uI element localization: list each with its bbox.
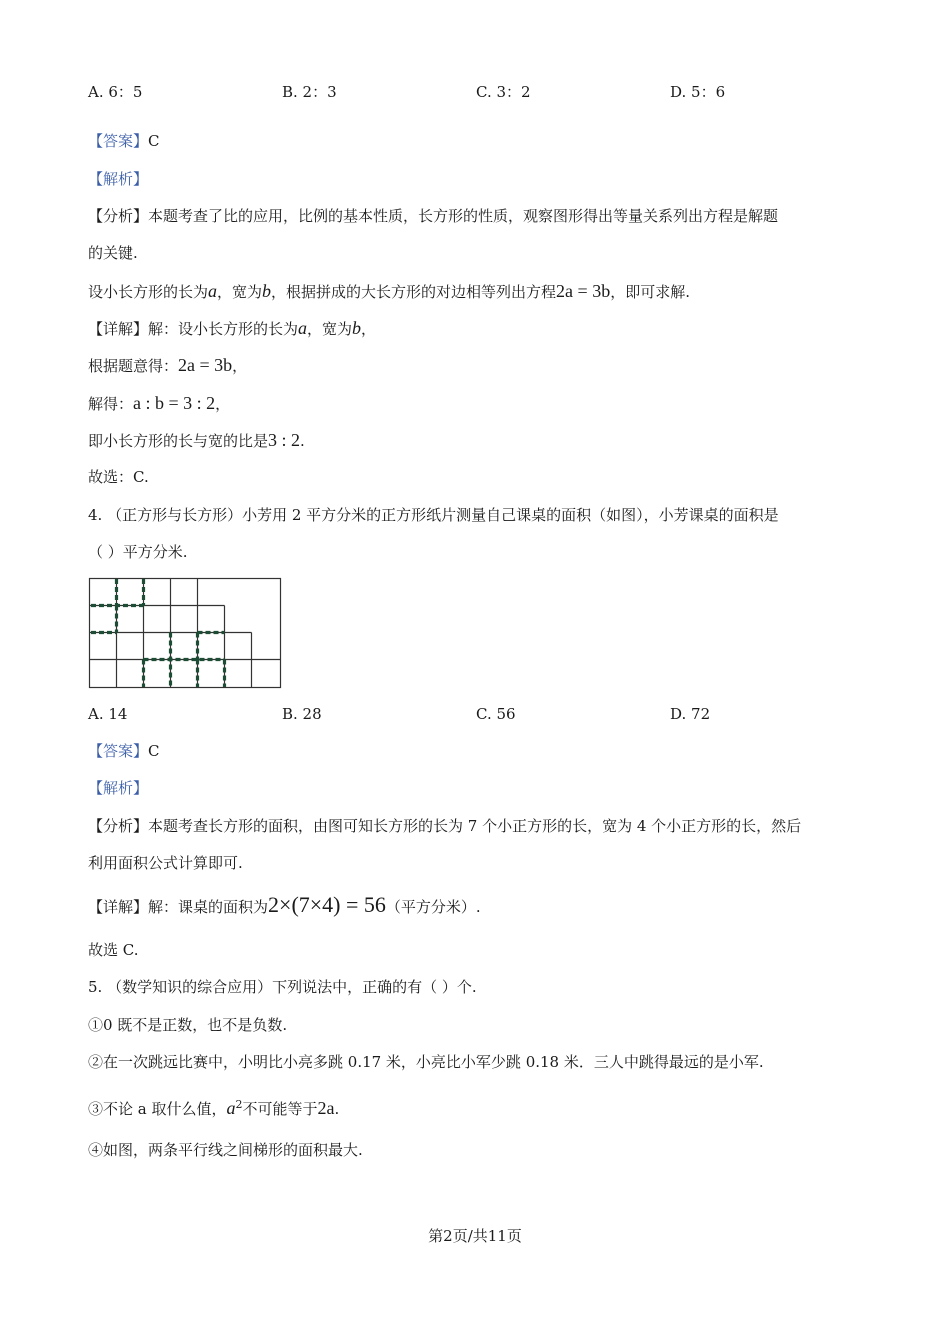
detail-tag: 【详解】: [88, 898, 149, 916]
q4-detail: [88, 892, 481, 917]
statement-text: 不可能等于: [242, 1100, 318, 1118]
answer-value: C: [148, 742, 160, 760]
detail-text: ，: [361, 320, 377, 338]
q4-fenxi-line1: [88, 816, 801, 836]
eq-punct: ，: [232, 357, 248, 375]
grid-lines: [90, 579, 281, 688]
q5-statement-1: ①0 既不是正数，也不是负数.: [88, 1016, 288, 1034]
q3-answer: [88, 131, 160, 151]
answer-tag: 【答案】: [88, 132, 149, 150]
area-equation: 2×(7×4) = 56: [268, 892, 386, 917]
var-a: a: [298, 318, 308, 338]
detail-text: ，宽为: [307, 320, 353, 338]
q3-option-d: D. 5：6: [670, 83, 726, 101]
q3-equation-line: [88, 355, 247, 376]
q3-fenxi-line1: [88, 206, 778, 226]
fenxi-text: 本题考查长方形的面积，由图可知长方形的长为 7 个小正方形的长，宽为 4 个小正方形的长，然后: [148, 817, 802, 835]
q3-option-c: C. 3：2: [476, 83, 531, 101]
fenxi-tag: 【分析】: [88, 207, 149, 225]
q5-statement-3: [88, 1095, 339, 1119]
equation: 2a = 3b: [178, 355, 233, 375]
ratio-punct: .: [300, 432, 305, 450]
q3-fenxi-line2: 的关键.: [88, 244, 138, 262]
q4-stem-line1: 4. （正方形与长方形）小芳用 2 平方分米的正方形纸片测量自己课桌的面积（如图），小芳课桌的面积是: [88, 506, 779, 524]
q4-fenxi-line2: 利用面积公式计算即可.: [88, 854, 243, 872]
q3-option-a: A. 6：5: [88, 83, 143, 101]
q4-stem-line2: （ ）平方分米.: [88, 543, 188, 561]
setup-text: ，宽为: [217, 283, 263, 301]
equation: 2a = 3b: [556, 281, 611, 301]
q3-detail: [88, 318, 376, 339]
fenxi-tag: 【分析】: [88, 817, 149, 835]
var-b: b: [352, 318, 362, 338]
fenxi-text: 本题考查了比的应用，比例的基本性质，长方形的性质，观察图形得出等量关系列出方程是解题: [148, 207, 779, 225]
eq-label: 根据题意得：: [88, 357, 179, 375]
statement-punct: .: [334, 1100, 340, 1118]
setup-text: ，根据拼成的大长方形的对边相等列出方程: [271, 283, 557, 301]
q4-option-d: D. 72: [670, 705, 711, 723]
detail-tag: 【详解】: [88, 320, 149, 338]
setup-text: ，即可求解.: [610, 283, 690, 301]
q4-choose: 故选 C.: [88, 941, 139, 959]
q4-option-c: C. 56: [476, 705, 516, 723]
q3-choose: 故选：C.: [88, 468, 149, 486]
ratio-label: 即小长方形的长与宽的比是: [88, 432, 269, 450]
answer-value: C: [148, 132, 160, 150]
q3-ratio-line: [88, 430, 305, 451]
var-a: a: [226, 1098, 236, 1118]
solve-label: 解得：: [88, 395, 134, 413]
q3-solve-line: [88, 393, 230, 414]
ratio-value: 3 : 2: [268, 430, 301, 450]
q4-option-b: B. 28: [282, 705, 322, 723]
exponent: 2: [235, 1098, 243, 1111]
q3-setup: [88, 281, 690, 302]
answer-tag: 【答案】: [88, 742, 149, 760]
var-b: b: [262, 281, 272, 301]
var-a: a: [208, 281, 218, 301]
expression-2a: 2a: [317, 1098, 335, 1118]
q3-option-b: B. 2：3: [282, 83, 337, 101]
desk-grid-figure: [88, 577, 282, 690]
page-footer: 第2页/共11页: [428, 1227, 522, 1245]
detail-text: 解：设小长方形的长为: [148, 320, 299, 338]
q5-statement-2: ②在一次跳远比赛中，小明比小亮多跳 0.17 米，小亮比小军少跳 0.18 米．三人中跳得最远的是小军.: [88, 1053, 764, 1071]
q4-answer: [88, 741, 160, 761]
solve-punct: ，: [215, 395, 231, 413]
q3-analysis-tag: 【解析】: [88, 170, 149, 188]
q5-stem: 5. （数学知识的综合应用）下列说法中，正确的有（ ）个.: [88, 978, 477, 996]
q4-analysis-tag: 【解析】: [88, 779, 149, 797]
detail-unit: （平方分米）.: [385, 898, 481, 916]
q4-option-a: A. 14: [88, 705, 128, 723]
ratio-equation: a : b = 3 : 2: [133, 393, 216, 413]
statement-text: ③不论 a 取什么值，: [88, 1100, 227, 1118]
detail-text: 解：课桌的面积为: [148, 898, 269, 916]
setup-text: 设小长方形的长为: [88, 283, 209, 301]
q5-statement-4: ④如图，两条平行线之间梯形的面积最大.: [88, 1141, 363, 1159]
